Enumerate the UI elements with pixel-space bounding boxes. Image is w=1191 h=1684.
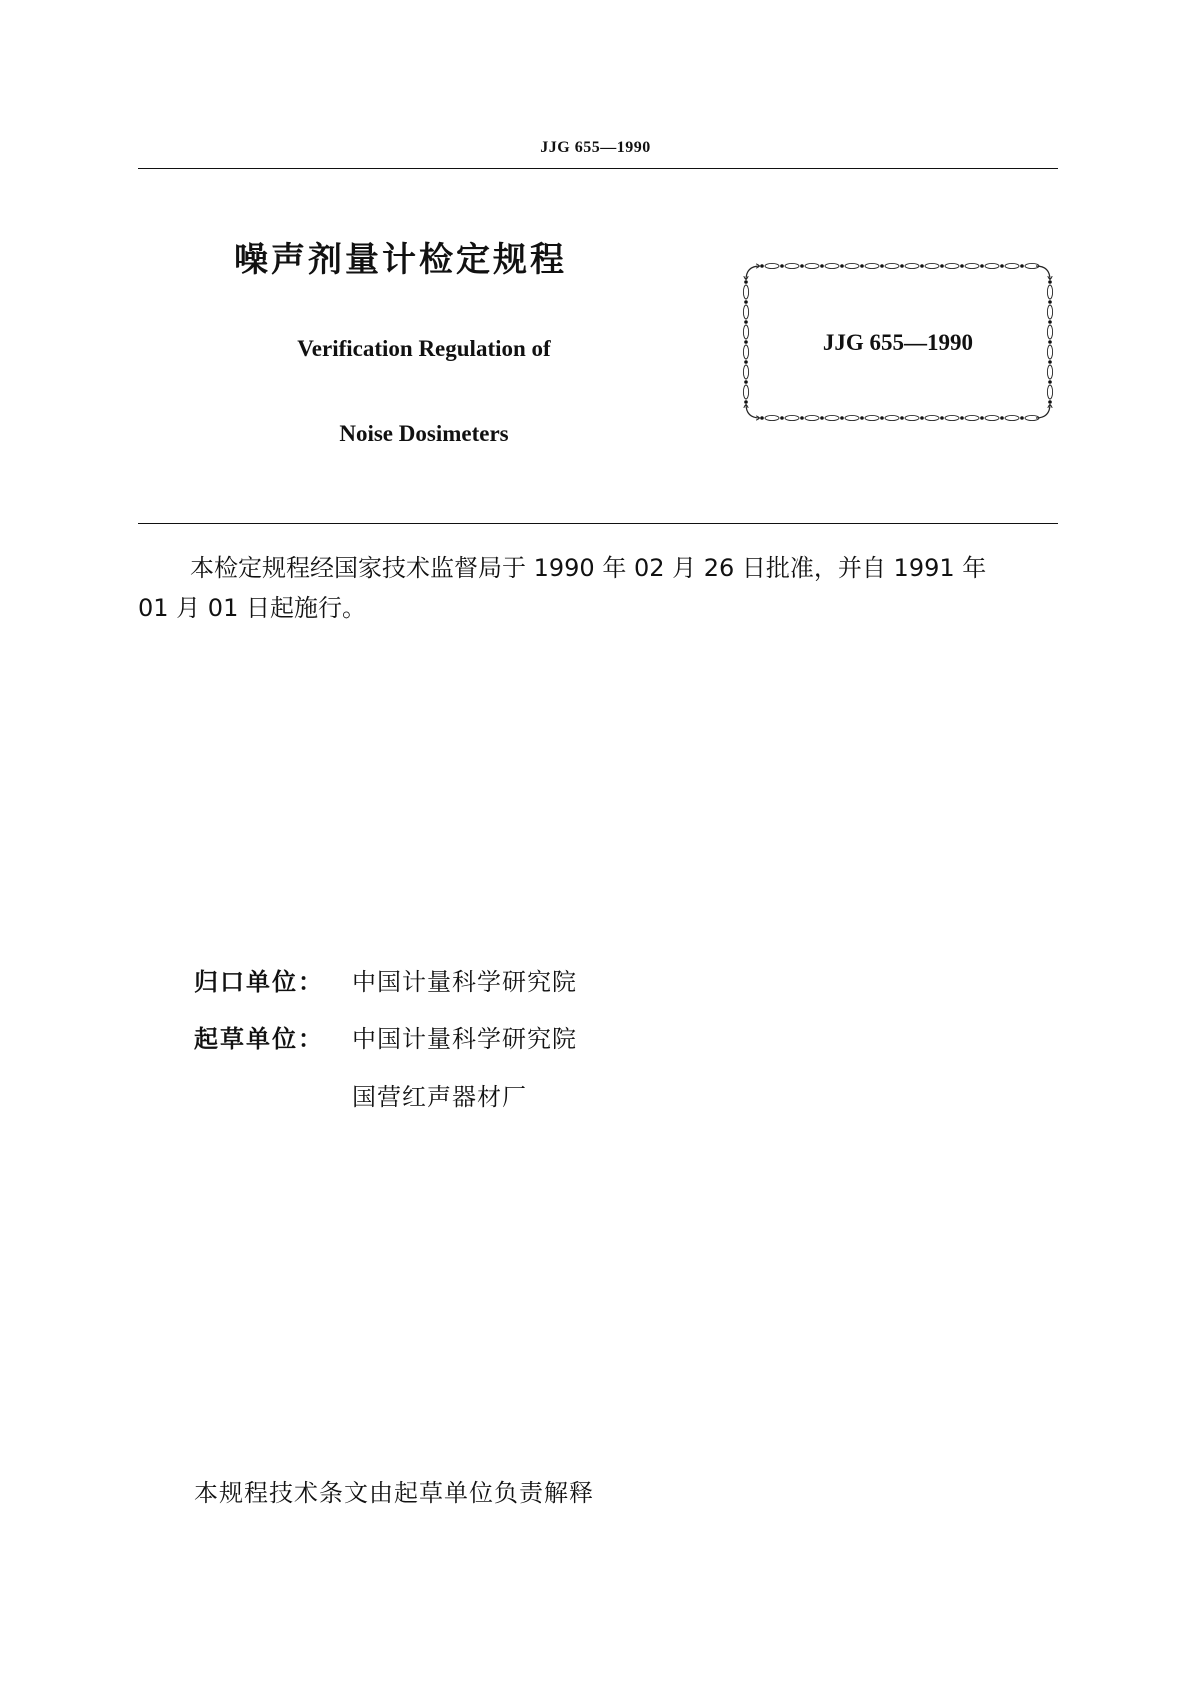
responsible-unit-label: 归口单位： — [194, 968, 324, 996]
approval-text-line-1: 本检定规程经国家技术监督局于 1990 年 02 月 26 日批准，并自 1991 年 — [190, 554, 987, 582]
drafting-unit-value-1: 中国计量科学研究院 — [352, 1025, 577, 1053]
drafting-unit-label: 起草单位： — [194, 1025, 324, 1053]
approval-text-line-2: 01 月 01 日起施行。 — [138, 594, 366, 622]
boxed-standard-code: JJG 655—1990 — [822, 330, 974, 355]
title-english-line-1: Verification Regulation of — [297, 336, 551, 361]
middle-divider — [138, 523, 1058, 524]
interpretation-note: 本规程技术条文由起草单位负责解释 — [194, 1479, 594, 1507]
responsible-unit-value: 中国计量科学研究院 — [352, 968, 577, 996]
header-standard-code: JJG 655—1990 — [540, 139, 651, 156]
title-english-line-2: Noise Dosimeters — [339, 421, 509, 446]
title-chinese: 噪声剂量计检定规程 — [234, 240, 567, 280]
drafting-unit-value-2: 国营红声器材厂 — [352, 1083, 527, 1111]
top-divider — [138, 168, 1058, 169]
